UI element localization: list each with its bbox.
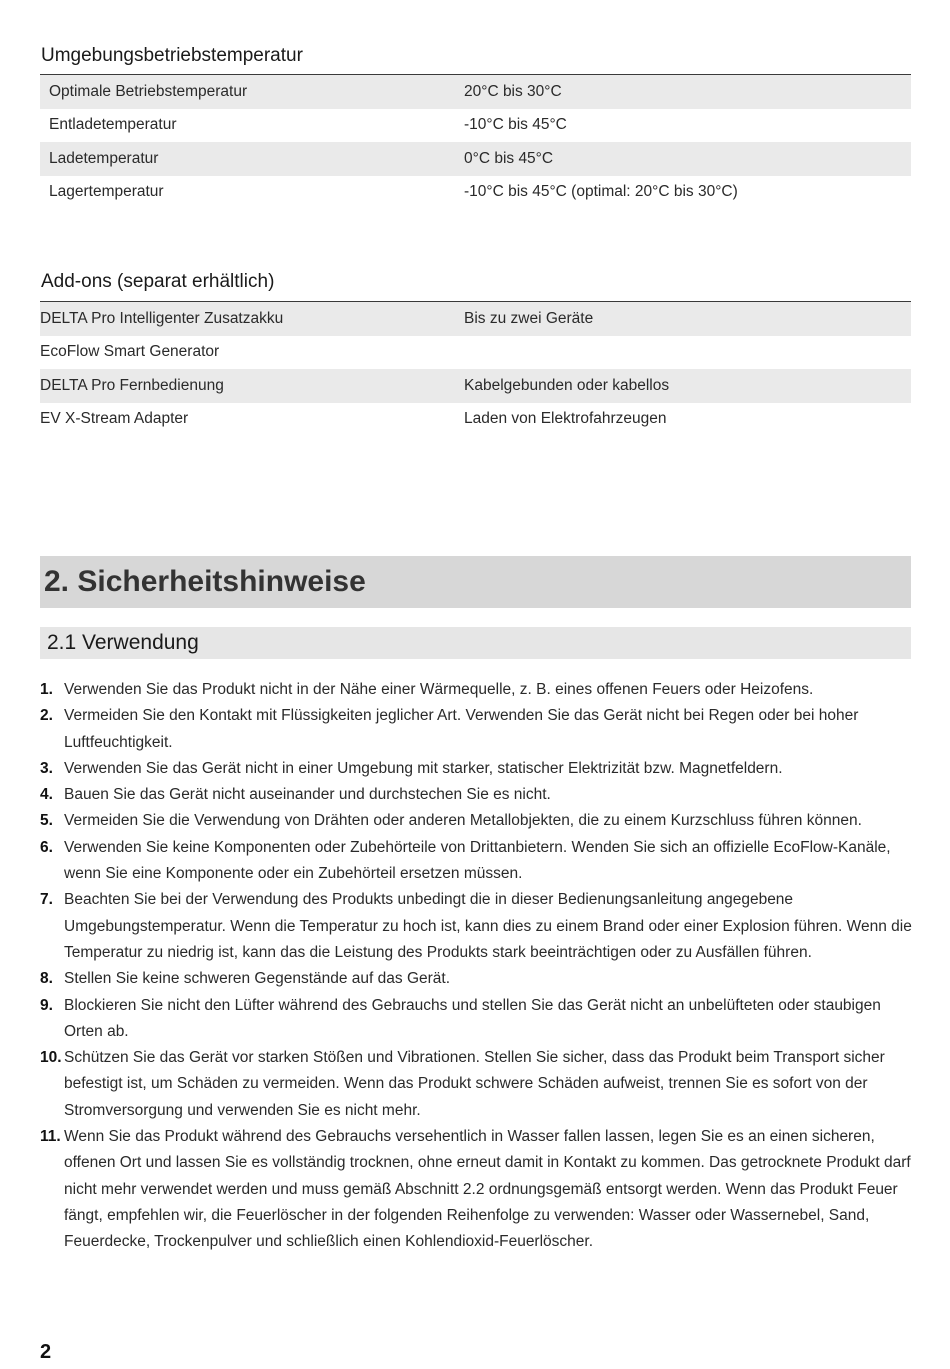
row-value: 20°C bis 30°C bbox=[464, 82, 562, 100]
item-text: Vermeiden Sie die Verwendung von Drähten oder anderen Metallobjekten, die zu einem Kurzschluss führen können. bbox=[64, 812, 862, 830]
table-row bbox=[40, 142, 911, 176]
row-value: 0°C bis 45°C bbox=[464, 149, 554, 167]
item-text: Wenn Sie das Produkt während des Gebrauchs versehentlich in Wasser fallen lassen, legen Sie es an einen sicheren, offenen Ort und lassen Sie es vollständig trocknen, ohne erneut damit in Kontakt zu kommen. Das getrocknete Produkt darf nicht mehr verwendet werden und muss gemäß Abschnitt 2.2 ordnungsgemäß entsorgt werden. Wenn das Produkt Feuer fängt, empfehlen wir, die Feuerlöscher in der folgenden Reihenfolge zu verwenden: Wasser oder Wassernebel, Sand, Feuerdecke, Trockenpulver und schließlich einen Kohlendioxid-Feuerlöscher. bbox=[64, 1128, 911, 1251]
addons-title: Add-ons (separat erhältlich) bbox=[41, 271, 275, 292]
list-item bbox=[40, 756, 915, 782]
section-heading: 2. Sicherheitshinweise bbox=[44, 565, 366, 598]
table-row bbox=[40, 75, 911, 109]
row-label: DELTA Pro Fernbedienung bbox=[40, 376, 224, 394]
table-row bbox=[40, 369, 911, 403]
item-number: 9. bbox=[40, 996, 53, 1014]
row-label: Entladetemperatur bbox=[49, 116, 177, 134]
list-item bbox=[40, 887, 915, 966]
list-item bbox=[40, 966, 915, 992]
list-item bbox=[40, 808, 915, 834]
subsection-heading: 2.1 Verwendung bbox=[47, 631, 199, 654]
row-label: Optimale Betriebstemperatur bbox=[49, 82, 248, 100]
table-row bbox=[40, 109, 911, 143]
item-text: Stellen Sie keine schweren Gegenstände auf das Gerät. bbox=[64, 970, 451, 988]
item-number: 8. bbox=[40, 970, 53, 988]
row-value: Bis zu zwei Geräte bbox=[464, 309, 594, 327]
table-row bbox=[40, 302, 911, 336]
item-number: 11. bbox=[40, 1128, 61, 1146]
item-number: 2. bbox=[40, 707, 53, 725]
table-row bbox=[40, 336, 911, 370]
ambient-temperature-table bbox=[40, 75, 911, 209]
item-text: Blockieren Sie nicht den Lüfter während des Gebrauchs und stellen Sie das Gerät nicht an unbelüfteten oder staubigen Orten ab. bbox=[64, 996, 881, 1040]
subsection-heading-bar bbox=[40, 627, 911, 659]
list-item bbox=[40, 835, 915, 888]
row-label: Ladetemperatur bbox=[49, 149, 159, 167]
table-row bbox=[40, 403, 911, 437]
addons-table bbox=[40, 302, 911, 436]
item-text: Bauen Sie das Gerät nicht auseinander und durchstechen Sie es nicht. bbox=[64, 786, 551, 804]
item-number: 4. bbox=[40, 786, 53, 804]
ambient-temperature-title: Umgebungsbetriebstemperatur bbox=[41, 45, 303, 66]
safety-list bbox=[40, 677, 915, 1256]
row-value: -10°C bis 45°C (optimal: 20°C bis 30°C) bbox=[464, 183, 738, 201]
item-number: 1. bbox=[40, 681, 53, 698]
item-number: 10. bbox=[40, 1049, 62, 1067]
item-text: Beachten Sie bei der Verwendung des Produkts unbedingt die in dieser Bedienungsanleitung angegebene Umgebungstemperatur. Wenn die Temperatur zu hoch ist, kann dies zu einem Brand oder einer Explosion führen. Wenn die Temperatur zu niedrig ist, kann das die Leistung des Produkts stark beeinträchtigen oder zu Ausfällen führen. bbox=[64, 891, 912, 961]
row-value: Laden von Elektrofahrzeugen bbox=[464, 410, 667, 428]
list-item bbox=[40, 677, 915, 703]
row-label: Lagertemperatur bbox=[49, 183, 164, 201]
item-text: Vermeiden Sie den Kontakt mit Flüssigkeiten jeglicher Art. Verwenden Sie das Gerät nicht bei Regen oder bei hoher Luftfeuchtigkeit. bbox=[64, 707, 859, 751]
row-label: EV X-Stream Adapter bbox=[40, 410, 189, 428]
page-number: 2 bbox=[40, 1341, 52, 1363]
item-number: 7. bbox=[40, 891, 53, 909]
item-text: Schützen Sie das Gerät vor starken Stößen und Vibrationen. Stellen Sie sicher, dass das Produkt beim Transport sicher befestigt ist, um Schäden zu vermeiden. Wenn das Produkt schwere Schäden aufweist, trennen Sie es sofort von der Stromversorgung und verwenden Sie es nicht mehr. bbox=[64, 1049, 885, 1119]
item-number: 5. bbox=[40, 812, 53, 830]
section-heading-bar bbox=[40, 556, 911, 608]
item-text: Verwenden Sie das Produkt nicht in der Nähe einer Wärmequelle, z. B. eines offenen Feuers oder Heizofens. bbox=[64, 681, 814, 698]
table-row bbox=[40, 176, 911, 210]
item-text: Verwenden Sie keine Komponenten oder Zubehörteile von Drittanbietern. Wenden Sie sich an offizielle EcoFlow-Kanäle, wenn Sie eine Komponente oder ein Zubehörteil ersetzen müssen. bbox=[64, 838, 891, 883]
list-item bbox=[40, 1045, 915, 1124]
row-value: Kabelgebunden oder kabellos bbox=[464, 376, 670, 394]
item-text: Verwenden Sie das Gerät nicht in einer Umgebung mit starker, statischer Elektrizität bzw. Magnetfeldern. bbox=[64, 759, 783, 777]
list-item bbox=[40, 782, 915, 808]
row-label: DELTA Pro Intelligenter Zusatzakku bbox=[40, 309, 284, 327]
list-item bbox=[40, 993, 915, 1046]
list-item bbox=[40, 1124, 915, 1255]
list-item bbox=[40, 703, 915, 756]
item-number: 6. bbox=[40, 838, 53, 856]
row-value: -10°C bis 45°C bbox=[464, 116, 567, 134]
row-label: EcoFlow Smart Generator bbox=[40, 343, 220, 361]
item-number: 3. bbox=[40, 759, 53, 777]
